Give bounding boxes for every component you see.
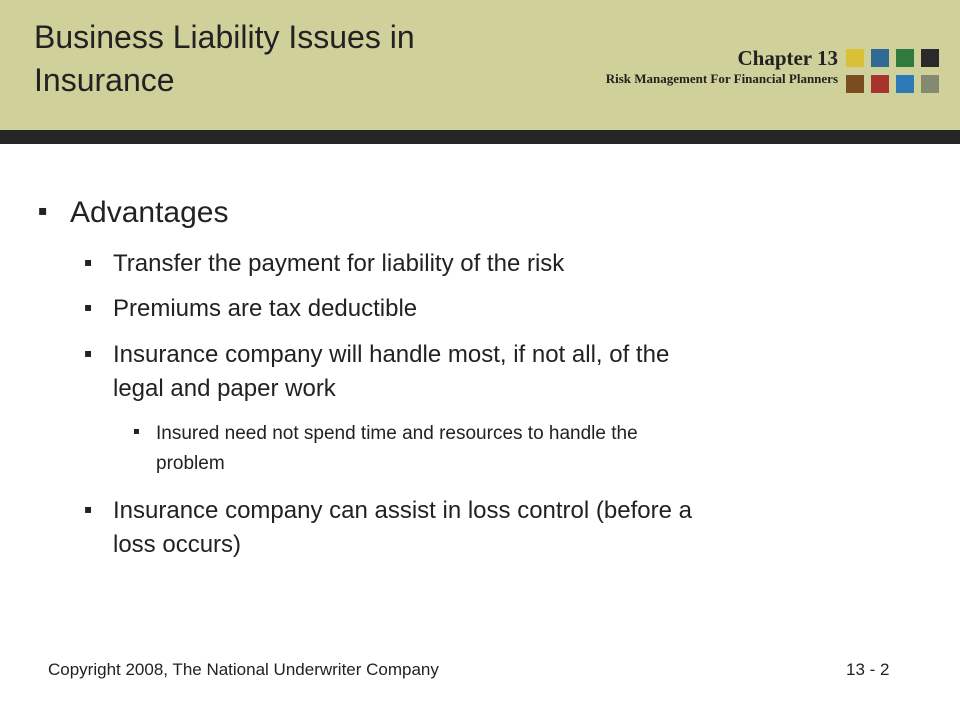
square-bullet-icon: ▪ [84, 502, 93, 516]
sub-bullet-insured-time-line1: Insured need not spend time and resources to handle the [156, 423, 638, 444]
slide-title: Business Liability Issues in Insurance [34, 19, 415, 98]
bullet-transfer-payment: Transfer the payment for liability of the risk [113, 250, 565, 277]
chapter-number: Chapter 13 [737, 46, 838, 70]
book-subtitle: Risk Management For Financial Planners [605, 71, 838, 86]
bullet-loss-control-line2: loss occurs) [113, 531, 242, 558]
square-bullet-icon: ▪ [38, 203, 48, 219]
bullet-advantages: Advantages [70, 196, 229, 229]
footer-page-number: 13 - 2 [846, 660, 890, 679]
square-bullet-icon: ▪ [84, 346, 93, 360]
bullet-loss-control-line1: Insurance company can assist in loss control (before a [113, 497, 692, 524]
square-bullet-icon: ▪ [84, 255, 93, 269]
bullet-handle-paperwork-line1: Insurance company will handle most, if not all, of the [113, 341, 670, 368]
square-bullet-icon: ▪ [84, 300, 93, 314]
footer-copyright: Copyright 2008, The National Underwriter Company [48, 660, 439, 679]
bullet-premiums-tax: Premiums are tax deductible [113, 295, 418, 322]
square-bullet-icon: ▪ [133, 426, 140, 437]
bullet-handle-paperwork-line2: legal and paper work [113, 375, 336, 402]
sub-bullet-insured-time-line2: problem [156, 453, 225, 474]
